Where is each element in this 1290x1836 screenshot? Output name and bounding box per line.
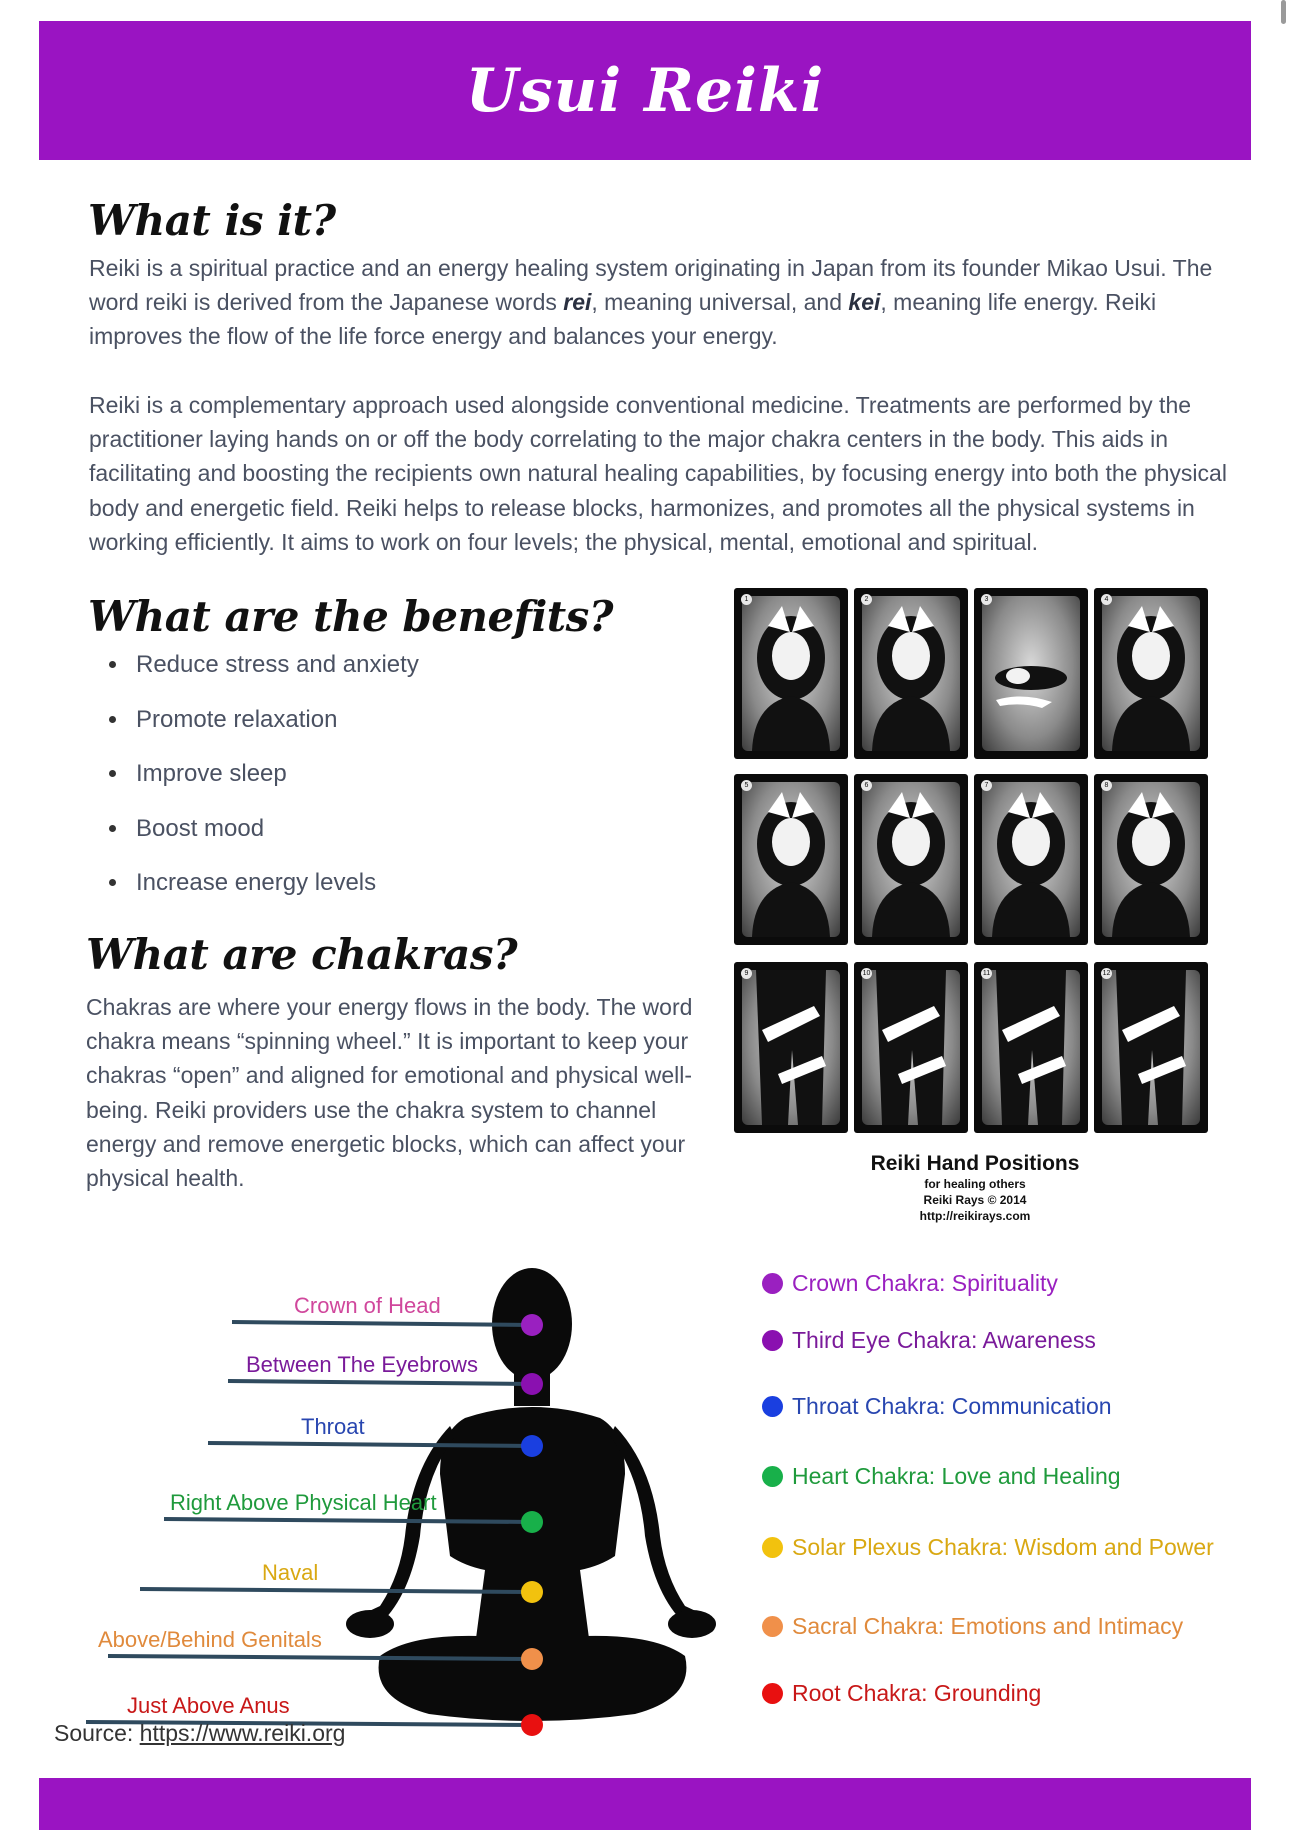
- legend-item: [762, 1463, 1121, 1490]
- hand-position-number: 11: [982, 970, 991, 977]
- hand-position-number: 3: [981, 594, 992, 605]
- scrollbar-thumb[interactable]: [1281, 0, 1286, 24]
- hand-position-number: 1: [741, 594, 752, 605]
- leader-line: [108, 1656, 532, 1659]
- chakra-location-label: Just Above Anus: [127, 1693, 290, 1718]
- chakra-location-label: Naval: [262, 1560, 319, 1585]
- chakra-figure: [80, 1236, 760, 1736]
- chakra-location-label: Between The Eyebrows: [246, 1352, 478, 1377]
- legend-label: Heart Chakra: Love and Healing: [792, 1463, 1121, 1489]
- benefits-list: [100, 648, 650, 921]
- chakra-location-label: Crown of Head: [294, 1293, 441, 1318]
- hand-position-illustration: [1102, 782, 1200, 937]
- legend-dot: [762, 1683, 783, 1704]
- caption-copyright: Reiki Rays © 2014: [923, 1193, 1027, 1207]
- footer-banner: [39, 1778, 1251, 1830]
- hand-position-card: [734, 774, 848, 945]
- legend-label: Root Chakra: Grounding: [792, 1680, 1042, 1706]
- source-link[interactable]: https://www.reiki.org: [139, 1720, 346, 1746]
- hand-position-illustration: [862, 970, 960, 1125]
- hand-position-number: 12: [1102, 970, 1111, 977]
- hand-position-card: [734, 588, 848, 759]
- chakra-location-label: Throat: [301, 1414, 365, 1439]
- hand-position-number: 6: [861, 780, 872, 791]
- what-is-it-paragraph-2: Reiki is a complementary approach used alongside conventional medicine. Treatments are performed by the practitioner laying hands on or off the body correlating to the major chakra centers in the body. This aids in facilitating and boosting the recipients own natural healing capabilities, by focusing energy into both the physical body and energetic field. Reiki helps to release blocks, harmonizes, and promotes all the physical systems in working efficiently. It aims to work on four levels; the physical, mental, emotional and spiritual.: [89, 392, 1227, 555]
- legend-item: [762, 1327, 1096, 1354]
- caption-url: http://reikirays.com: [919, 1209, 1031, 1223]
- hand-position-number: 5: [741, 780, 752, 791]
- page-title: Usui Reiki: [465, 55, 825, 126]
- source-line: [54, 1720, 345, 1747]
- leader-line: [232, 1322, 532, 1325]
- hand-position-illustration: [982, 970, 1080, 1125]
- what-is-it-paragraph-1: Reiki is a spiritual practice and an energy healing system originating in Japan from its founder Mikao Usui. The word reiki is derived from the Japanese words rei, meaning universal, and kei, meaning life energy. Reiki improves the flow of the life force energy and balances your energy.: [89, 255, 1213, 350]
- leader-line: [140, 1589, 532, 1592]
- hand-position-card: [854, 962, 968, 1133]
- chakra-location-label: Above/Behind Genitals: [98, 1627, 322, 1652]
- hand-position-card: [1094, 774, 1208, 945]
- hand-positions-caption: [790, 1152, 1160, 1224]
- chakra-dot: [521, 1435, 543, 1457]
- chakra-dot: [521, 1314, 543, 1336]
- hand-position-illustration: [862, 596, 960, 751]
- leader-line: [228, 1381, 532, 1384]
- leader-line: [208, 1443, 532, 1446]
- chakra-dot: [521, 1511, 543, 1533]
- hand-position-illustration: [742, 970, 840, 1125]
- legend-dot: [762, 1396, 783, 1417]
- list-item: • Promote relaxation: [130, 703, 650, 737]
- hand-position-number: 10: [862, 970, 871, 977]
- title-banner: [39, 21, 1251, 160]
- chakra-dot: [521, 1648, 543, 1670]
- legend-label: Crown Chakra: Spirituality: [792, 1270, 1058, 1296]
- legend-item: [762, 1393, 1112, 1420]
- chakra-dot: [521, 1581, 543, 1603]
- heading-chakras: What are chakras?: [86, 930, 518, 979]
- hand-position-card: [1094, 588, 1208, 759]
- hand-position-card: [734, 962, 848, 1133]
- hand-position-card: [974, 774, 1088, 945]
- leader-line: [164, 1519, 532, 1522]
- chakras-paragraph: Chakras are where your energy flows in the body. The word chakra means “spinning wheel.” It is important to keep your chakras “open” and aligned for emotional and physical well-being. Reiki providers use the chakra system to channel energy and remove energetic blocks, which can affect your physical health.: [86, 994, 693, 1192]
- chakra-dot: [521, 1714, 543, 1736]
- legend-dot: [762, 1466, 783, 1487]
- chakra-location-label: Right Above Physical Heart: [170, 1490, 437, 1515]
- hand-position-card: [1094, 962, 1208, 1133]
- hand-position-card: [974, 962, 1088, 1133]
- legend-dot: [762, 1537, 783, 1558]
- hand-position-card: [854, 774, 968, 945]
- hand-position-card: [854, 588, 968, 759]
- hand-position-number: 4: [1101, 594, 1112, 605]
- hand-position-illustration: [982, 596, 1080, 751]
- source-label: Source:: [54, 1720, 140, 1746]
- list-item: • Boost mood: [130, 812, 650, 846]
- legend-label: Solar Plexus Chakra: Wisdom and Power: [792, 1534, 1214, 1560]
- caption-subtitle: for healing others: [924, 1177, 1026, 1191]
- hand-position-number: 9: [741, 968, 752, 979]
- list-item: • Reduce stress and anxiety: [130, 648, 650, 682]
- legend-dot: [762, 1330, 783, 1351]
- hand-position-card: [974, 588, 1088, 759]
- hand-position-illustration: [742, 596, 840, 751]
- heading-benefits: What are the benefits?: [88, 592, 613, 641]
- legend-item: [762, 1534, 1214, 1561]
- legend-dot: [762, 1616, 783, 1637]
- hand-position-number: 8: [1101, 780, 1112, 791]
- legend-label: Third Eye Chakra: Awareness: [792, 1327, 1096, 1353]
- legend-item: [762, 1613, 1183, 1640]
- hand-position-illustration: [1102, 596, 1200, 751]
- hand-position-number: 2: [861, 594, 872, 605]
- caption-title: Reiki Hand Positions: [870, 1152, 1080, 1175]
- legend-label: Throat Chakra: Communication: [792, 1393, 1112, 1419]
- hand-position-illustration: [982, 782, 1080, 937]
- legend-item: [762, 1680, 1041, 1707]
- hand-position-number: 7: [981, 780, 992, 791]
- legend-label: Sacral Chakra: Emotions and Intimacy: [792, 1613, 1184, 1639]
- legend-dot: [762, 1273, 783, 1294]
- heading-what-is-it: What is it?: [88, 196, 336, 245]
- hand-position-illustration: [862, 782, 960, 937]
- chakra-dot: [521, 1373, 543, 1395]
- hand-position-illustration: [1102, 970, 1200, 1125]
- list-item: • Improve sleep: [130, 757, 650, 791]
- legend-item: [762, 1270, 1058, 1297]
- list-item: • Increase energy levels: [130, 866, 650, 900]
- hand-position-illustration: [742, 782, 840, 937]
